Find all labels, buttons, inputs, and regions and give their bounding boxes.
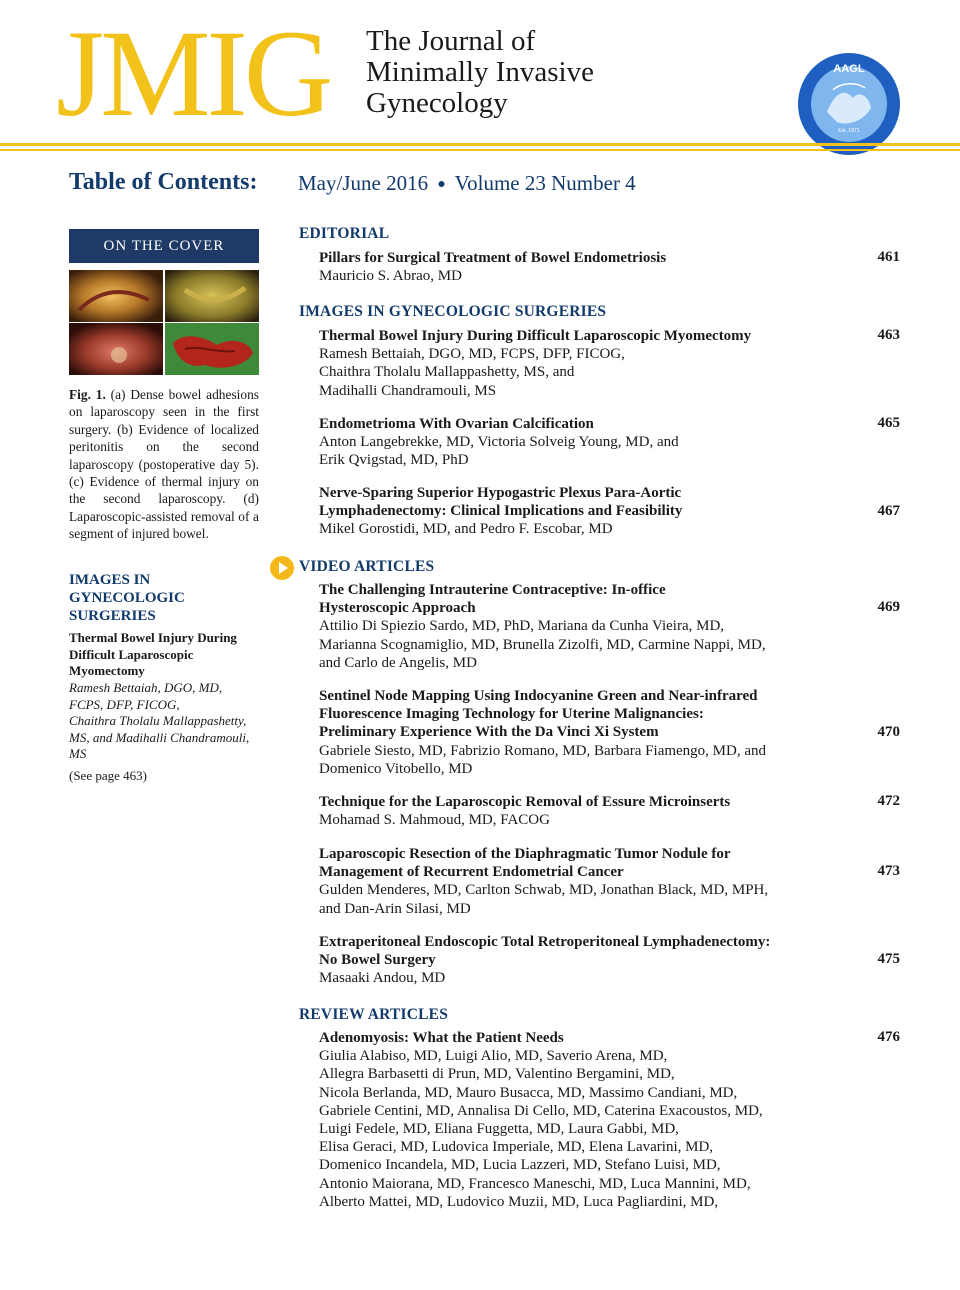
entry-authors: Luigi Fedele, MD, Eliana Fuggetta, MD, Laura Gabbi, MD,: [319, 1121, 679, 1138]
toc-title: Table of Contents:: [69, 169, 258, 195]
entry-authors: Masaaki Andou, MD: [319, 970, 446, 987]
header-rule: [0, 149, 960, 151]
cover-section-line: SURGERIES: [69, 608, 156, 624]
entry-authors: Erik Qvigstad, MD, PhD: [319, 452, 469, 469]
entry-title[interactable]: Fluorescence Imaging Technology for Uterine Malignancies:: [319, 706, 704, 723]
entry-authors: Gabriele Centini, MD, Annalisa Di Cello, MD, Caterina Exacoustos, MD,: [319, 1102, 763, 1119]
entry-title[interactable]: Preliminary Experience With the Da Vinci Xi System: [319, 724, 659, 741]
header-rule: [0, 143, 960, 146]
toc-entry[interactable]: [319, 484, 819, 539]
entry-title[interactable]: Laparoscopic Resection of the Diaphragmatic Tumor Nodule for: [319, 846, 731, 862]
toc-entry[interactable]: [319, 845, 819, 918]
entry-authors: Gabriele Siesto, MD, Fabrizio Romano, MD, Barbara Fiamengo, MD, and: [319, 742, 767, 759]
entry-authors: Elisa Geraci, MD, Ludovica Imperiale, MD, Elena Lavarini, MD,: [319, 1139, 714, 1156]
entry-authors: Nicola Berlanda, MD, Mauro Busacca, MD, Massimo Candiani, MD,: [319, 1084, 738, 1101]
toc-entry[interactable]: [319, 581, 819, 672]
cover-section-line: GYNECOLOGIC: [69, 590, 185, 606]
entry-title[interactable]: Extraperitoneal Endoscopic Total Retroperitoneal Lymphadenectomy:: [319, 934, 771, 950]
cover-image-b: [165, 270, 259, 322]
entry-authors: Gulden Menderes, MD, Carlton Schwab, MD, Jonathan Black, MD, MPH,: [319, 882, 769, 899]
aagl-seal-icon: [797, 52, 901, 156]
entry-authors: Madihalli Chandramouli, MS: [319, 382, 497, 399]
entry-title[interactable]: Thermal Bowel Injury During Difficult Laparoscopic Myomectomy: [319, 328, 752, 344]
cover-article-title: [69, 630, 259, 680]
cover-article-title-line: Myomectomy: [69, 663, 145, 679]
entry-authors: Allegra Barbasetti di Prun, MD, Valentino Bergamini, MD,: [319, 1066, 675, 1083]
entry-authors: Attilio Di Spiezio Sardo, MD, PhD, Mariana da Cunha Vieira, MD,: [319, 618, 725, 635]
video-play-icon: [269, 555, 295, 581]
caption-text: (a) Dense bowel adhesions on laparoscopy seen in the first surgery. (b) Evidence of localized peritonitis on the second laparoscopy (postoperative day 5). (c) Evidence of thermal injury on the second laparoscopy. (d) Laparoscopic-assisted removal of a segment of injured bowel.: [69, 387, 259, 542]
caption-label: Fig. 1.: [69, 387, 106, 402]
cover-author-line: Chaithra Tholalu Mallappashetty,: [69, 713, 247, 729]
cover-caption: [69, 386, 259, 543]
entry-authors: Mikel Gorostidi, MD, and Pedro F. Escobar, MD: [319, 521, 613, 538]
entry-title[interactable]: Technique for the Laparoscopic Removal of Essure Microinserts: [319, 794, 731, 810]
entry-authors: Marianna Scognamiglio, MD, Brunella Zizolfi, MD, Carmine Nappi, MD,: [319, 636, 766, 653]
entry-title[interactable]: Sentinel Node Mapping Using Indocyanine Green and Near-infrared: [319, 688, 758, 704]
entry-page[interactable]: 467: [877, 503, 900, 519]
entry-page[interactable]: 461: [877, 249, 900, 265]
toc-entry[interactable]: [319, 327, 819, 400]
section-heading-review: REVIEW ARTICLES: [299, 1006, 449, 1023]
toc-entry[interactable]: [319, 687, 819, 778]
entry-authors: Domenico Vitobello, MD: [319, 760, 473, 777]
badge-est: Est. 1971: [838, 128, 860, 134]
entry-title[interactable]: Pillars for Surgical Treatment of Bowel Endometriosis: [319, 250, 667, 266]
entry-authors: Antonio Maiorana, MD, Francesco Maneschi, MD, Luca Mannini, MD,: [319, 1175, 751, 1192]
entry-title[interactable]: No Bowel Surgery: [319, 952, 436, 969]
cover-author-line: Ramesh Bettaiah, DGO, MD,: [69, 680, 223, 695]
cover-article-authors: [69, 680, 259, 763]
bullet-icon: ●: [437, 177, 446, 192]
entry-title[interactable]: Nerve-Sparing Superior Hypogastric Plexus Para-Aortic: [319, 485, 682, 501]
entry-page[interactable]: 473: [877, 863, 900, 879]
toc-entry[interactable]: [319, 1029, 819, 1211]
entry-title[interactable]: Adenomyosis: What the Patient Needs: [319, 1030, 564, 1046]
cover-author-line: MS, and Madihalli Chandramouli,: [69, 729, 250, 745]
entry-title[interactable]: Lymphadenectomy: Clinical Implications and Feasibility: [319, 503, 683, 520]
cover-image-c: [69, 323, 163, 375]
entry-authors: and Carlo de Angelis, MD: [319, 654, 477, 671]
cover-see-page[interactable]: (See page 463): [69, 768, 147, 783]
entry-page[interactable]: 469: [877, 599, 900, 615]
toc-entry[interactable]: [319, 249, 819, 285]
entry-page[interactable]: 476: [877, 1029, 900, 1045]
toc-entry[interactable]: [319, 933, 819, 988]
cover-heading: ON THE COVER: [69, 229, 259, 263]
journal-title-line: Minimally Invasive: [366, 56, 594, 88]
journal-logo: JMIG: [56, 5, 330, 142]
toc-entry[interactable]: [319, 415, 819, 470]
cover-article-title-line: Difficult Laparoscopic: [69, 646, 194, 662]
entry-authors: Alberto Mattei, MD, Ludovico Muzii, MD, Luca Pagliardini, MD,: [319, 1193, 719, 1210]
cover-image-a: [69, 270, 163, 322]
issue-volume: Volume 23 Number 4: [454, 171, 636, 195]
entry-authors: Ramesh Bettaiah, DGO, MD, FCPS, DFP, FICOG,: [319, 346, 625, 363]
issue-info: [298, 171, 636, 196]
entry-authors: Giulia Alabiso, MD, Luigi Alio, MD, Saverio Arena, MD,: [319, 1048, 668, 1065]
entry-authors: and Dan-Arin Silasi, MD: [319, 900, 471, 917]
entry-page[interactable]: 470: [877, 724, 900, 740]
section-heading-editorial: EDITORIAL: [299, 225, 390, 242]
entry-page[interactable]: 463: [877, 327, 900, 343]
entry-authors: Domenico Incandela, MD, Lucia Lazzeri, MD, Stefano Luisi, MD,: [319, 1157, 721, 1174]
journal-title-line: The Journal of: [366, 25, 536, 57]
entry-title[interactable]: Hysteroscopic Approach: [319, 600, 476, 617]
entry-page[interactable]: 472: [877, 793, 900, 809]
cover-section-line: IMAGES IN: [69, 572, 151, 588]
entry-authors: Chaithra Tholalu Mallappashetty, MS, and: [319, 364, 575, 381]
cover-image-d: [165, 323, 259, 375]
entry-authors: Mohamad S. Mahmoud, MD, FACOG: [319, 812, 550, 829]
entry-title[interactable]: Endometrioma With Ovarian Calcification: [319, 416, 594, 432]
section-heading-video: VIDEO ARTICLES: [299, 558, 435, 575]
entry-page[interactable]: 475: [877, 951, 900, 967]
cover-author-line: FCPS, DFP, FICOG,: [69, 696, 180, 712]
entry-title[interactable]: The Challenging Intrauterine Contraceptive: In-office: [319, 582, 666, 598]
cover-section-heading: [69, 571, 259, 625]
entry-page[interactable]: 465: [877, 415, 900, 431]
entry-authors: Mauricio S. Abrao, MD: [319, 268, 462, 285]
section-heading-images: IMAGES IN GYNECOLOGIC SURGERIES: [299, 303, 607, 320]
issue-date: May/June 2016: [298, 171, 429, 195]
journal-title-line: Gynecology: [366, 87, 508, 119]
entry-authors: Anton Langebrekke, MD, Victoria Solveig Young, MD, and: [319, 434, 679, 451]
entry-title[interactable]: Management of Recurrent Endometrial Cancer: [319, 864, 624, 881]
toc-entry[interactable]: [319, 793, 819, 829]
cover-author-line: MS: [69, 746, 87, 762]
cover-article-title-line: Thermal Bowel Injury During: [69, 630, 237, 645]
journal-title: [366, 26, 594, 119]
badge-text: AAGL: [833, 63, 865, 75]
